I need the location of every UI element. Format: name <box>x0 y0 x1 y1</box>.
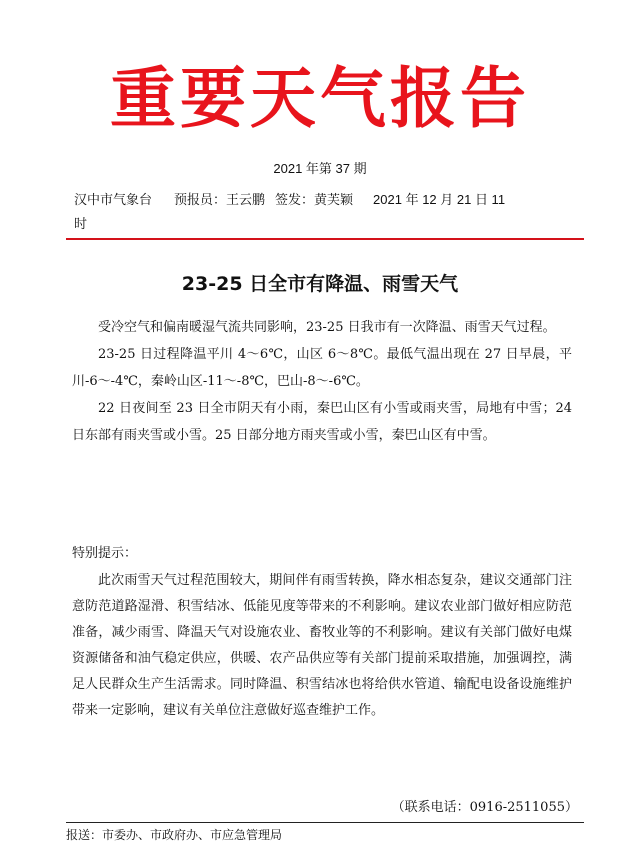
header-divider <box>66 238 584 240</box>
report-masthead: 重要天气报告 <box>110 59 530 137</box>
issue-number: 2021 年第 37 期 <box>273 161 367 176</box>
report-recipients: 报送：市委办、市政府办、市应急管理局 <box>66 828 283 842</box>
issue-datetime-hour: 时 <box>74 216 88 231</box>
body-paragraph: 受冷空气和偏南暖湿气流共同影响，23-25 日我市有一次降温、雨雪天气过程。 <box>98 320 556 335</box>
report-meta <box>74 188 574 236</box>
issue-datetime: 2021 年 12 月 21 日 11 <box>373 192 506 207</box>
footer-divider <box>66 822 584 823</box>
issuer: 签发：黄芙颖 <box>275 192 354 207</box>
body-paragraph: 23-25 日过程降温平川 4～6℃，山区 6～8℃。最低气温出现在 27 日早晨，平川-6～-4℃，秦岭山区-11～-8℃，巴山-8～-6℃。 <box>72 347 572 389</box>
report-body <box>72 314 572 449</box>
report-headline: 23-25 日全市有降温、雨雪天气 <box>181 273 459 295</box>
issuing-office: 汉中市气象台 <box>74 192 153 207</box>
special-tips-text: 此次雨雪天气过程范围较大，期间伴有雨雪转换，降水相态复杂，建议交通部门注意防范道路湿滑、积雪结冰、低能见度等带来的不利影响。建议农业部门做好相应防范准备，减少雨雪、降温天气对设施农业、畜牧业等的不利影响。建议有关部门做好电煤资源储备和油气稳定供应，供暖、农产品供应等有关部门提前采取措施，加强调控，满足人民群众生产生活需求。同时降温、积雪结冰也将给供水管道、输配电设备设施维护带来一定影响，建议有关单位注意做好巡查维护工作。 <box>72 573 572 718</box>
contact-phone: （联系电话：0916-2511055） <box>391 800 578 815</box>
special-tips-title: 特别提示： <box>72 546 138 561</box>
body-paragraph: 22 日夜间至 23 日全市阴天有小雨，秦巴山区有小雪或雨夹雪，局地有中雪；24 日东部有雨夹雪或小雪。25 日部分地方雨夹雪或小雪，秦巴山区有中雪。 <box>72 401 572 443</box>
forecaster: 预报员：王云鹏 <box>174 192 266 207</box>
